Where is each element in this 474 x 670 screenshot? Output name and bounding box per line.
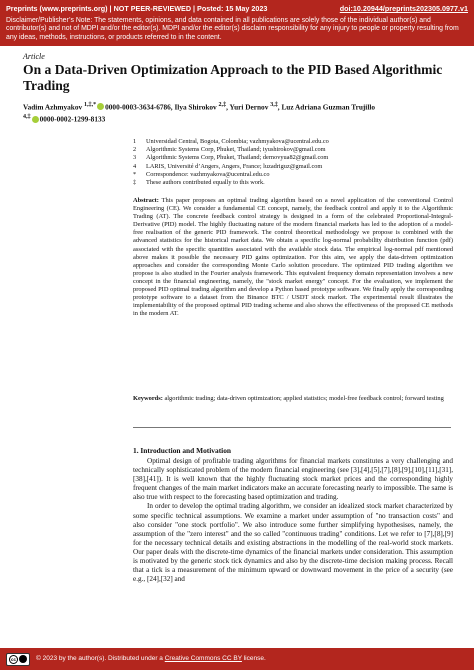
author-name: Ilya Shirokov xyxy=(172,102,219,112)
license-suffix: license. xyxy=(241,655,266,662)
author-name: , Yuri Dernov xyxy=(226,102,271,112)
affiliation-text: Algorithmic Systems Corp, Phuket, Thailand; iyushirokov@gmail.com xyxy=(146,146,326,154)
abstract-text: This paper proposes an optimal trading algorithm based on a novel application of the conventional Control Engineering (CE). We consider a fundamental CE concept, namely, the feedback control and apply it to the Algorithmic Trading (AT). The concrete feedback control strategy is designed in a form of the celebrated Proportional-Integral-Derivative (PID) model. The highly fluctuating nature of the modern financial markets has led to the adoption of a model-free realisation of the generic PID framework. The control theoretical methodology we propose is combined with the advanced statistics for the historical market data. We obtain a specific log-normal probability distribution function (pdf) associated with the specific quantities associated with the available stock data. The empirical log-normal pdf mentioned above makes it possible the necessary PID gains optimization. For this aim, we apply the data-driven optimization approaches and consider the corresponding Monte Carlo solution procedure. The optimized PID trading algorithm we propose is also studied in the Fourier analysis framework. This equivalent frequency domain representation involves a new concept in the financial engineering, namely, the "stock market energy" concept. For the evaluation, we implement the proposed PID optimal trading algorithm and develop a Python based prototype software. We finally apply the corresponding prototype software to a dataset from the Binance BTC / USDT stock market. The experimental result illustrates the implementability of the proposed optimal PID trading scheme and also shows the effectiveness of the proposed CE methods in the modern AT. xyxy=(133,197,454,318)
cc-by-badge-icon[interactable] xyxy=(6,653,30,666)
publisher-disclaimer: Disclaimer/Publisher’s Note: The statements, opinions, and data contained in all publications are solely those of the individual author(s) and contributor(s) and not of MDPI and/or the editor(s). MDPI and/or the editor(s) disclaim responsibility for any injury to people or property resulting from any ideas, methods, instructions, or products referred to in the content. xyxy=(6,17,459,41)
section-body xyxy=(133,457,453,584)
affiliation-item xyxy=(133,163,453,171)
keywords-label: Keywords: xyxy=(133,395,163,402)
affiliation-mark: ‡ xyxy=(133,179,137,187)
body-paragraph: In order to develop the optimal trading algorithm, we consider an idealized stock market characterized by some specific technical assumptions. We examine a market under assumption of "no transaction costs" and also consider "one stock portfolio". We also introduce some further simplifying hypothesises, namely, the assumption of the "zero interest" and the so called "continuous trading" conditions. Let we refer to [7],[8],[9] for the necessary technical details and existing abstractions in the modelling of the real-world stock markets. Our paper deals with the discrete-time dynamics of the financial markets under consideration. This assumption is motivated by the generic stock tick dynamics and also by the discrete-time decision making process. Recall that a tick is a measurement of the minimum upward or downward movement in the price of a security (see e.g., [24],[32] and xyxy=(133,502,453,584)
section-heading: 1. Introduction and Motivation xyxy=(133,446,232,455)
license-text xyxy=(36,655,266,662)
doi-link[interactable]: doi:10.20944/preprints202305.0977.v1 xyxy=(339,4,468,13)
affiliation-mark: 4 xyxy=(133,162,137,170)
equal-contribution-note xyxy=(133,179,453,187)
affiliation-mark: 3 xyxy=(133,154,137,162)
author-sup: 1,‡,* xyxy=(83,102,97,108)
author-list xyxy=(23,100,463,125)
license-footer xyxy=(0,648,474,670)
author-sup: 4,‡ xyxy=(23,114,31,121)
correspondence-item xyxy=(133,171,453,179)
section-divider xyxy=(133,427,451,428)
preprint-banner xyxy=(0,0,474,46)
affiliation-mark: * xyxy=(133,170,137,178)
orcid-icon[interactable] xyxy=(97,103,104,110)
banner-status-text: Preprints (www.preprints.org) | NOT PEER-REVIEWED | Posted: 15 May 2023 xyxy=(6,4,268,13)
affiliation-item xyxy=(133,146,453,154)
orcid-icon[interactable] xyxy=(32,116,39,123)
cc-logo-icon: cc xyxy=(10,657,16,662)
affiliation-text: Correspondence: vazhmyakova@ucentral.edu.co xyxy=(146,170,270,178)
author-sup: 3,‡ xyxy=(270,102,278,108)
abstract xyxy=(133,197,453,318)
keywords-text: algorithmic trading; data-driven optimization; applied statistics; model-free feedback control; forward testing xyxy=(164,395,444,402)
author-sup: 2,‡ xyxy=(218,102,227,108)
orcid-id[interactable]: 0000-0003-3634-6786, xyxy=(105,102,173,112)
affiliation-text: LARIS, Université d’Angers, Angers, France; luzadriguz@gmail.com xyxy=(146,162,323,170)
keywords xyxy=(133,395,453,403)
affiliation-text: Universidad Central, Bogota, Colombia; vazhmyakova@ucentral.edu.co xyxy=(146,138,329,145)
body-paragraph: Optimal design of profitable trading algorithms for financial markets constitutes a very challenging and technically sophisticated problem of the modern financial engineering (see [3],[4],[5],[7],[8],[9],[10],[11],[31],[38],[41]). It is well known that the highly fluctuating stock market prices and the corresponding highly frequent changes of the main market indicators make an accurate forecasting nearly to impossible. The same is also true with respect to the forecasting based optimization and trading. xyxy=(133,457,453,502)
license-prefix: © 2023 by the author(s). Distributed under a xyxy=(36,655,165,662)
affiliation-text: These authors contributed equally to this work. xyxy=(146,179,265,187)
affiliation-item xyxy=(133,138,453,146)
affiliation-item xyxy=(133,154,453,162)
abstract-label: Abstract: xyxy=(133,197,159,204)
author-name: Vadim Azhmyakov xyxy=(23,102,84,112)
article-type: Article xyxy=(23,52,45,61)
affiliation-text: Algorithmic Systems Corp, Phuket, Thailand; dernovyua82@gmail.com xyxy=(146,154,329,162)
by-logo-icon xyxy=(19,655,27,663)
orcid-id[interactable]: 0000-0002-1299-8133 xyxy=(39,114,106,124)
affiliations xyxy=(133,138,453,187)
paper-title: On a Data-Driven Optimization Approach to the PID Based Algorithmic Trading xyxy=(23,62,443,93)
license-link[interactable]: Creative Commons CC BY xyxy=(164,655,242,662)
author-name: , Luz Adriana Guzman Trujillo xyxy=(277,102,376,112)
affiliation-mark: 2 xyxy=(133,146,137,154)
affiliation-mark: 1 xyxy=(133,138,137,145)
banner-status-row xyxy=(6,4,468,14)
